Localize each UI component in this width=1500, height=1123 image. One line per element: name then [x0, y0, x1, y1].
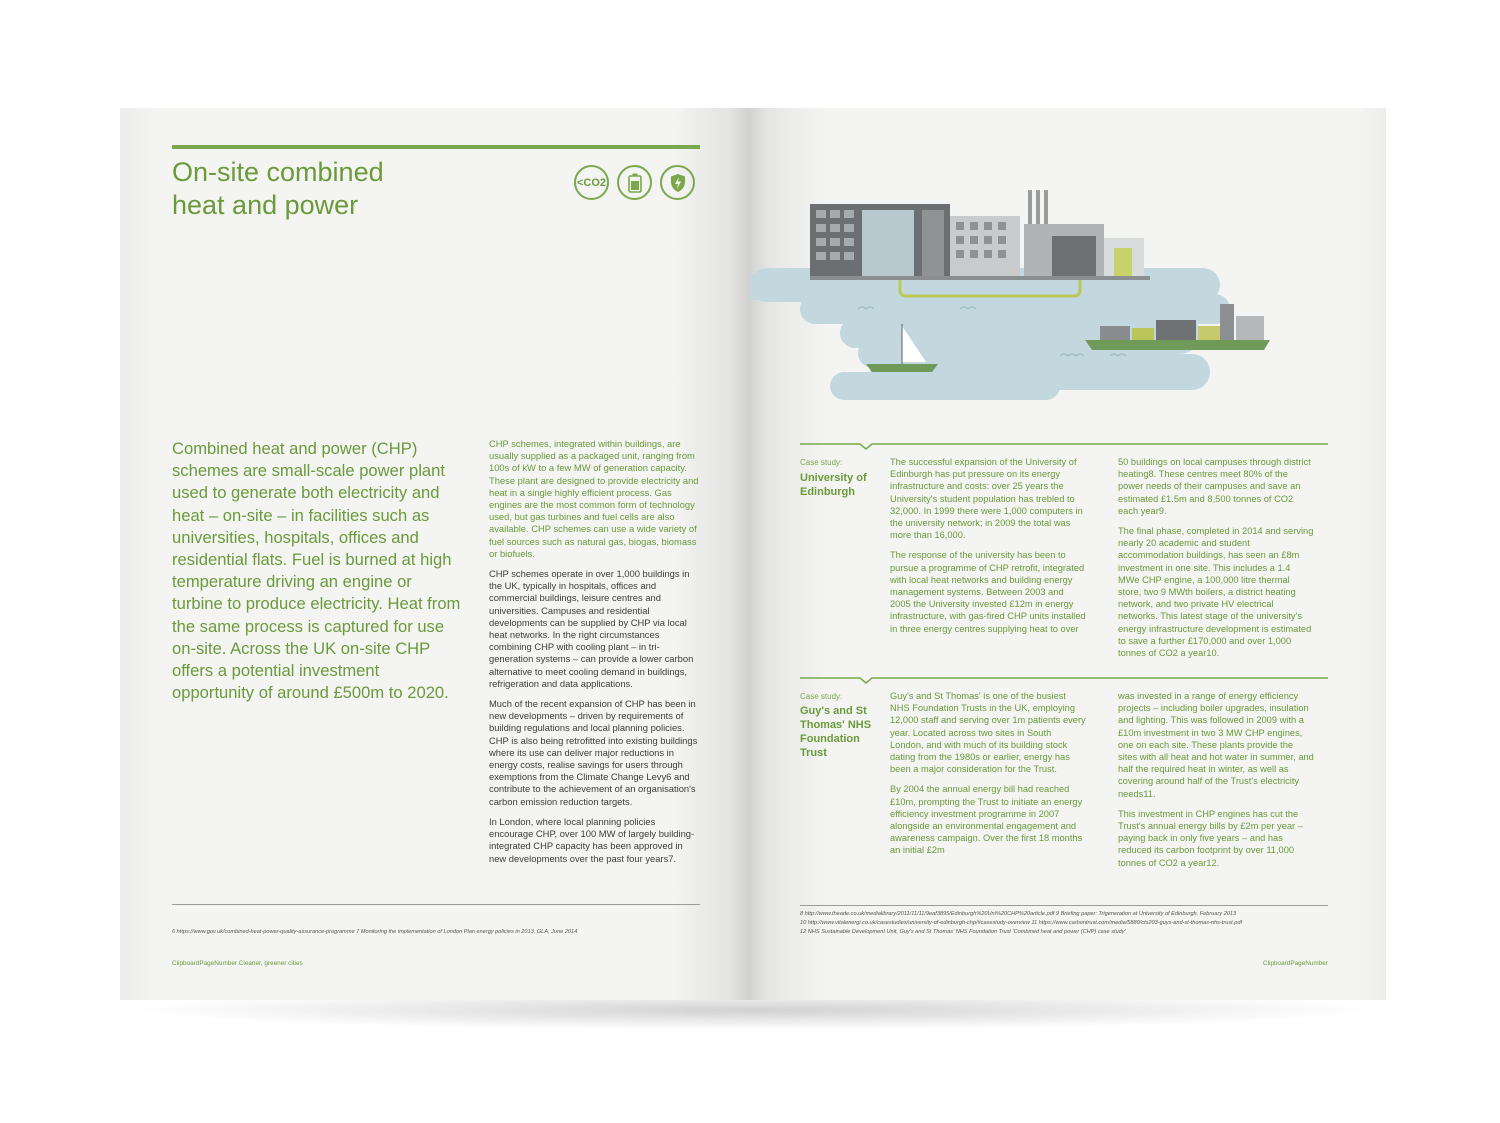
footnote-2: 10 http://www.vitalenergi.co.uk/casestudies/university-of-edinburgh-chp/#casestudy-overview 11 https://www.carbontrust.com/media/5880/cts203-guys-and-st-thomas-nhs-trust.pdf — [800, 920, 1243, 926]
case-study-2-label: Case study: — [800, 692, 843, 701]
case-study-1-column-2 — [1118, 456, 1314, 667]
body-paragraph-3: Much of the recent expansion of CHP has been in new developments – driven by requirements of building regulations and local planning policies. CHP is also being retrofitted into existing buildings where its use can deliver major reductions in energy costs, realise savings for users through exemptions from the Climate Change Levy6 and contribute to the achievement of an organisation's carbon emission reduction targets. — [489, 698, 698, 807]
right-page — [750, 108, 1386, 1000]
case-study-1-label: Case study: — [800, 458, 843, 467]
footnote-rule — [172, 904, 700, 905]
body-paragraph-2: CHP schemes operate in over 1,000 buildings in the UK, typically in hospitals, offices and commercial buildings, leisure centres and universities. Campuses and residential developments can be supplied by CHP via local heat networks. In the right circumstances combining CHP with cooling plant – in tri-generation systems – can provide a lower carbon alternative to meet cooling demand in buildings, refrigeration and data applications. — [489, 568, 694, 689]
body-paragraph-1: CHP schemes, integrated within buildings, are usually supplied as a packaged unit, ranging from 100s of kW to a few MW of generation capacity. These plant are designed to provide electricity and heat in a single highly efficient process. Gas engines are the most common form of technology used, but gas turbines and fuel cells are also available. CHP schemes can use a wide variety of fuel sources such as natural gas, biogas, biomass or biofuels. — [489, 438, 699, 559]
footnote-1: 8 http://www.theade.co.uk/medialibrary/2011/11/11/9eaf3895/Edinburgh%20Uni%20CHP%20article.pdf 9 Briefing paper: Trigeneration at University of Edinburgh, February 2013 — [800, 911, 1237, 917]
case-study-1-paragraph-1: The successful expansion of the University of Edinburgh has put pressure on its energy infrastructure and costs: over 25 years the University's student population has trebled to 32,000. In 1999 there were 1,000 computers in the university network; in 2009 the total was more than 16,000. — [890, 457, 1083, 541]
case-study-1-name: University of Edinburgh — [800, 472, 867, 498]
body-paragraph-4: In London, where local planning policies encourage CHP, over 100 MW of largely building-integrated CHP capacity has been approved in new developments over the past four years7. — [489, 815, 695, 864]
title-rule — [172, 145, 700, 149]
case-study-1-paragraph-2: The response of the university has been to pursue a programme of CHP retrofit, integrated with local heat networks and building energy management systems. Between 2003 and 2005 the University invested £12m in energy infrastructure, with gas-fired CHP units installed in three energy centres supplying heat to over — [890, 550, 1086, 634]
case-study-2-column-1 — [890, 690, 1086, 865]
body-column — [489, 438, 701, 873]
case-study-1-paragraph-4: The final phase, completed in 2014 and serving nearly 20 academic and student accommodation buildings, has seen an £8m investment in one site. This includes a 1.4 MWe CHP engine, a 100,000 litre thermal store, two 9 MWth boilers, a district heating network, and two private HV electrical networks. This latest stage of the university's energy infrastructure development is estimated to save a further £170,000 and over 1,000 tonnes of CO2 a year10. — [1118, 526, 1314, 659]
case-study-2-column-2 — [1118, 690, 1314, 877]
footnote-rule — [800, 905, 1328, 906]
case-study-2-paragraph-3: was invested in a range of energy efficiency projects – including boiler upgrades, insulation and lighting. This was followed in 2009 with a £10m investment in two 3 MW CHP engines, one on each site. These plants provide the sites with all heat and hot water in summer, and half the required heat in winter, as well as covering around half of the Trust's electricity needs11. — [1118, 691, 1314, 799]
title-line-1: On-site combined — [172, 157, 384, 187]
co2-icon-label: <CO2 — [576, 176, 607, 189]
case-study-divider-1 — [800, 438, 1328, 450]
case-study-2-paragraph-2: By 2004 the annual energy bill had reached £10m, prompting the Trust to initiate an energy efficiency investment programme in 2007 alongside an environmental engagement and awareness campaign. Over the first 18 months an initial £2m — [890, 784, 1083, 856]
case-study-2-paragraph-4: This investment in CHP engines has cut the Trust's annual energy bills by £2m per year – paying back in only five years – and has reduced its carbon footprint by over 11,000 tonnes of CO2 a year12. — [1118, 808, 1303, 868]
page-footer: ClipboardPageNumber Cleaner, greener cities — [172, 960, 303, 967]
page-title — [172, 156, 502, 222]
page-footer: ClipboardPageNumber — [1262, 960, 1328, 967]
case-study-2-name: Guy's and St Thomas' NHS Foundation Trust — [800, 705, 872, 759]
case-study-2-paragraph-1: Guy's and St Thomas' is one of the busiest NHS Foundation Trusts in the UK, employing 12,000 staff and serving over 1m patients every year. Located across two sites in South London, and with much of its building stock dating from the 1980s or earlier, energy has been a major consideration for the Trust. — [890, 691, 1086, 775]
intro-paragraph: Combined heat and power (CHP) schemes are small-scale power plant used to generate both electricity and heat – on-site – in facilities such as universities, hospitals, offices and residential flats. Fuel is burned at high temperature driving an engine or turbine to produce electricity. Heat from the same process is captured for use on-site. Across the UK on-site CHP offers a potential investment opportunity of around £500m to 2020. — [172, 439, 461, 703]
co2-reduction-icon — [574, 165, 609, 200]
case-study-1-column-1 — [890, 456, 1086, 643]
shield-lightning-icon — [660, 165, 695, 200]
footnote: 6 https://www.gov.uk/combined-heat-power-quality-assurance-programme 7 Monitoring the implementation of London Plan energy policies in 2013, GLA, June 2014 — [172, 929, 578, 935]
title-line-2: heat and power — [172, 190, 359, 220]
chp-illustration — [750, 176, 1290, 406]
case-study-divider-2 — [800, 672, 1328, 684]
case-study-1-paragraph-3: 50 buildings on local campuses through district heating8. These centres meet 80% of the power needs of their campuses and save an estimated £1.5m and 8,500 tonnes of CO2 each year9. — [1118, 457, 1311, 516]
left-page — [120, 108, 750, 1000]
footnote-3: 12 NHS Sustainable Development Unit, Guy's and St Thomas' NHS Foundation Trust 'Combined heat and power (CHP) case study' — [800, 929, 1126, 935]
battery-icon — [617, 165, 652, 200]
benefit-icons — [574, 165, 695, 200]
